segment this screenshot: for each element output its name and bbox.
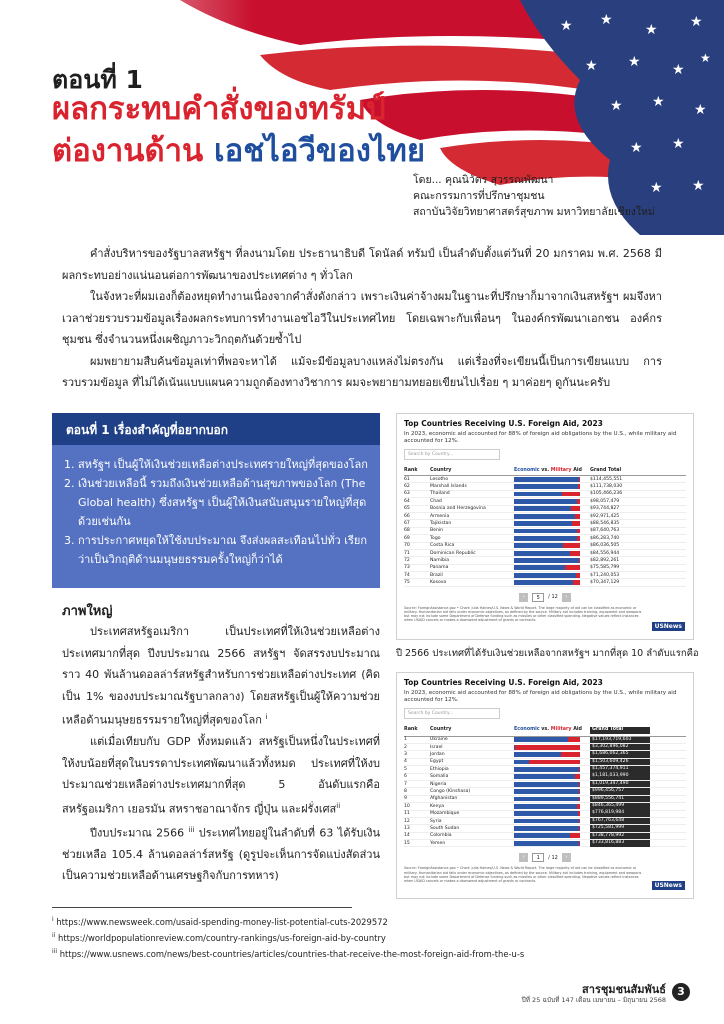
military-aid-segment (570, 551, 580, 556)
econ-vs-military-bar (514, 558, 580, 563)
cell-grand-total: $71,240,053 (590, 572, 620, 578)
table-row (404, 766, 686, 773)
econ-vs-military-bar (514, 811, 580, 816)
table-row (404, 803, 686, 810)
panel-title: Top Countries Receiving U.S. Foreign Aid, 2023 (404, 678, 603, 687)
econ-vs-military-bar (514, 573, 580, 578)
intro-paragraph-3: ผมพยายามสืบค้นข้อมูลเท่าที่พอจะหาได้ แม้จะมีข้อมูลบางแหล่งไม่ตรงกัน แต่เรื่องที่จะเขียนนี้เป็นการเขียนแบบ การรวบรวมข้อมูล ที่ไม่ได้เน้นแบบแผนความถูกต้องทางวิชาการ ผมจะพยายามทยอยเขียนไปเรื่อย ๆ มาค่อยๆ ดูกันนะครับ (62, 354, 662, 389)
table-header (404, 727, 686, 737)
table-row (404, 788, 686, 795)
table-body (404, 737, 686, 848)
cell-grand-total: $725,581,999 (590, 825, 650, 832)
panel-title: Top Countries Receiving U.S. Foreign Aid, 2023 (404, 419, 603, 428)
magazine-name: สารชุมชนสัมพันธ์ (582, 983, 666, 996)
panel-subtitle: In 2023, economic aid accounted for 88% of foreign aid obligations by the U.S., while military aid accounted for 12%. (404, 690, 677, 703)
table-row (404, 774, 686, 781)
military-aid-segment (577, 536, 580, 541)
cell-rank: 2 (404, 744, 407, 750)
table-row (404, 759, 686, 766)
cell-rank: 73 (404, 565, 410, 571)
cell-country: Egypt (430, 759, 444, 765)
cell-country: Ethiopia (430, 766, 449, 772)
economic-aid-segment (514, 774, 575, 779)
economic-aid-segment (514, 797, 579, 802)
econ-vs-military-bar (514, 826, 580, 831)
col-econ-vs-mil (514, 727, 590, 734)
cell-country: Jordan (430, 752, 445, 758)
prev-page-button[interactable]: ‹ (519, 853, 528, 862)
page-number-input[interactable]: 1 (532, 853, 544, 862)
military-aid-segment (579, 782, 580, 787)
cell-grand-total: $84,556,944 (590, 550, 620, 556)
footnote-ref: iii (188, 825, 195, 834)
cell-rank: 6 (404, 774, 407, 780)
key-points-heading: ตอนที่ 1 เรื่องสำคัญที่อยากบอก (52, 413, 380, 445)
footnote-divider (52, 907, 352, 908)
economic-aid-segment (514, 737, 568, 742)
page-total: / 12 (548, 594, 558, 601)
footnote-mark: iii (52, 947, 58, 955)
body-paragraph-3 (62, 820, 380, 887)
cell-rank: 68 (404, 528, 410, 534)
cell-country: Marshall Islands (430, 484, 467, 490)
cell-grand-total: $1,019,347,490 (590, 781, 650, 788)
footnote-mark: ii (52, 931, 56, 939)
cell-grand-total: $75,585,799 (590, 565, 620, 571)
aid-table-panel-page-5 (396, 413, 694, 640)
body-paragraph-1 (62, 621, 380, 731)
econ-vs-military-bar (514, 565, 580, 570)
table-row (404, 840, 686, 847)
title-line-2 (52, 130, 425, 172)
cell-country: Chad (430, 498, 442, 504)
table-row (404, 491, 686, 498)
economic-aid-segment (514, 536, 577, 541)
economic-aid-segment (514, 811, 578, 816)
military-aid-segment (579, 819, 580, 824)
cell-country: Brazil (430, 572, 443, 578)
cell-rank: 70 (404, 543, 410, 549)
country-search-input[interactable]: Search by Country... (404, 449, 500, 460)
cell-grand-total: $92,971,425 (590, 513, 620, 519)
key-points-list (52, 445, 380, 569)
col-mil: Military (550, 468, 572, 473)
economic-aid-segment (514, 760, 529, 765)
military-aid-segment (529, 760, 580, 765)
col-vs: vs. (541, 468, 550, 473)
cell-country: Lesotho (430, 476, 449, 482)
cell-grand-total: $3,302,896,082 (590, 744, 650, 751)
military-aid-segment (561, 752, 580, 757)
cell-rank: 15 (404, 840, 410, 846)
econ-vs-military-bar (514, 551, 580, 556)
cell-grand-total: $767,763,648 (590, 818, 650, 825)
col-total: Grand Total (590, 468, 622, 473)
cell-country: Namibia (430, 557, 450, 563)
author-block (413, 172, 655, 220)
econ-vs-military-bar (514, 536, 580, 541)
col-rank: Rank (404, 468, 418, 473)
page-total: / 12 (548, 854, 558, 861)
section-heading: ภาพใหญ่ (62, 604, 113, 619)
section-body (62, 621, 380, 887)
table-row (404, 557, 686, 564)
cell-rank: 3 (404, 752, 407, 758)
panel-subtitle: In 2023, economic aid accounted for 88% of foreign aid obligations by the U.S., while military aid accounted for 12%. (404, 431, 677, 444)
page-title (52, 88, 425, 172)
economic-aid-segment (514, 558, 579, 563)
economic-aid-segment (514, 841, 579, 846)
body-paragraph-2 (62, 731, 380, 820)
cell-rank: 9 (404, 796, 407, 802)
cell-country: Somalia (430, 774, 449, 780)
econ-vs-military-bar (514, 833, 580, 838)
col-econ: Economic (514, 727, 540, 732)
military-aid-segment (579, 841, 580, 846)
usnews-logo: USNews (652, 881, 685, 890)
title-line-2-part-a: ต่องานด้าน (52, 133, 204, 169)
footnotes (52, 913, 524, 960)
footnote-ref: i (265, 713, 268, 721)
cell-grand-total: $88,546,835 (590, 521, 620, 527)
econ-vs-military-bar (514, 797, 580, 802)
intro-paragraph-2: ในจังหวะที่ผมเองก็ต้องหยุดทำงานเนื่องจากคำสั่งดังกล่าว เพราะเงินค่าจ้างผมในฐานะที่ปรึกษาก็มาจากเงินสหรัฐฯ ผมจึงหาเวลาช่วยรวบรวมข้อมูลเรื่องผลกระทบการทำงานเอชไอวีในประเทศไทย โดยเฉพาะกับเพื่อนๆ ในองค์กรพัฒนาเอกชน องค์กรชุมชน ซึ่งจำนวนหนึ่งเผชิญภาวะวิกฤตกันด้วยซ้ำไป (62, 290, 662, 346)
military-aid-segment (579, 789, 580, 794)
econ-vs-military-bar (514, 752, 580, 757)
cell-country: Tajikistan (430, 521, 452, 527)
pagination (404, 853, 686, 862)
economic-aid-segment (514, 492, 562, 497)
cell-country: Nigeria (430, 781, 447, 787)
cell-country: Thailand (430, 491, 450, 497)
cell-grand-total: $82,892,261 (590, 557, 620, 563)
military-aid-segment (576, 573, 580, 578)
econ-vs-military-bar (514, 543, 580, 548)
intro-section (62, 243, 662, 394)
table-row (404, 744, 686, 751)
col-econ: Economic (514, 468, 540, 473)
cell-country: Afghanistan (430, 796, 458, 802)
economic-aid-segment (514, 826, 579, 831)
author-name: โดย... คุณนิวัตร สุวรรณพัฒนา (413, 174, 554, 186)
col-vs: vs. (541, 727, 550, 732)
key-points-box (52, 413, 380, 588)
economic-aid-segment (514, 521, 572, 526)
col-country: Country (430, 727, 452, 732)
economic-aid-segment (514, 565, 565, 570)
econ-vs-military-bar (514, 484, 580, 489)
cell-grand-total: $1,181,033,990 (590, 773, 650, 780)
econ-vs-military-bar (514, 514, 580, 519)
econ-vs-military-bar (514, 745, 580, 750)
cell-country: South Sudan (430, 825, 460, 831)
cell-grand-total: $93,744,827 (590, 506, 620, 512)
footnote-ref: ii (336, 801, 341, 810)
econ-vs-military-bar (514, 841, 580, 846)
table-row (404, 550, 686, 557)
military-aid-segment (579, 826, 580, 831)
table-row (404, 483, 686, 490)
econ-vs-military-bar (514, 492, 580, 497)
military-aid-segment (573, 580, 580, 585)
military-aid-segment (568, 737, 580, 742)
military-aid-segment (565, 565, 580, 570)
econ-vs-military-bar (514, 774, 580, 779)
body-paragraph-3-text-a: ปีงบประมาณ 2566 (90, 826, 185, 840)
cell-grand-total: $996,456,757 (590, 788, 650, 795)
table-row (404, 781, 686, 788)
cell-country: Syria (430, 818, 442, 824)
table-row (404, 751, 686, 758)
economic-aid-segment (514, 789, 579, 794)
table-row (404, 513, 686, 520)
cell-rank: 74 (404, 572, 410, 578)
issue-info: ปีที่ 25 ฉบับที่ 147 เดือน เมษายน – มิถุนายน 2568 (521, 996, 666, 1004)
cell-rank: 14 (404, 833, 410, 839)
cell-rank: 12 (404, 818, 410, 824)
economic-aid-segment (514, 529, 577, 534)
cell-rank: 67 (404, 521, 410, 527)
cell-grand-total: $105,466,236 (590, 491, 623, 497)
table-row (404, 579, 686, 586)
cell-rank: 61 (404, 476, 410, 482)
table-row (404, 796, 686, 803)
military-aid-segment (515, 745, 580, 750)
econ-vs-military-bar (514, 580, 580, 585)
panel-source: Source: ForeignAssistance.gov • Chart: Julia Haines/U.S. News & World Report. The large majority of aid can be classified as economic or military. Humanitarian aid falls under economic objectives, as defined by the source. Military aid includes training, equipment and weapons but may not include some Department of Defense funding such as missiles or other classified spending. Negative values reflect instances when USAID cancels or makes a downward adjustment of grants or contracts. (404, 866, 642, 884)
econ-vs-military-bar (514, 521, 580, 526)
econ-vs-military-bar (514, 760, 580, 765)
pagination (404, 593, 686, 602)
economic-aid-segment (514, 580, 573, 585)
table-row (404, 535, 686, 542)
econ-vs-military-bar (514, 477, 580, 482)
cell-country: Colombia (430, 833, 452, 839)
next-page-button[interactable]: › (562, 593, 571, 602)
table-row (404, 572, 686, 579)
cell-rank: 7 (404, 781, 407, 787)
cell-country: Israel (430, 744, 443, 750)
cell-grand-total: $70,347,129 (590, 580, 620, 586)
prev-page-button[interactable]: ‹ (519, 593, 528, 602)
cell-country: Dominican Republic (430, 550, 476, 556)
econ-vs-military-bar (514, 506, 580, 511)
cell-country: Kenya (430, 803, 445, 809)
cell-rank: 13 (404, 825, 410, 831)
footnote-item (52, 929, 524, 945)
economic-aid-segment (514, 819, 579, 824)
military-aid-segment (579, 558, 580, 563)
cell-grand-total: $889,556,741 (590, 796, 650, 803)
cell-grand-total: $87,640,763 (590, 528, 620, 534)
cell-country: Kosovo (430, 580, 447, 586)
cell-grand-total: $738,778,992 (590, 833, 650, 840)
author-role: คณะกรรมการที่ปรึกษาชุมชน (413, 190, 545, 202)
table-header (404, 468, 686, 476)
key-point-item: 2. เงินช่วยเหลือนี้ รวมถึงเงินช่วยเหลือด้านสุขภาพของโลก (The Global health) ซึ่งสหรัฐฯ เป็นผู้ให้เงินสนับสนุนรายใหญ่ที่สุดด้วยเช่นกัน (64, 477, 367, 528)
cell-rank: 71 (404, 550, 410, 556)
col-rank: Rank (404, 727, 418, 732)
intro-paragraph-1: คำสั่งบริหารของรัฐบาลสหรัฐฯ ที่ลงนามโดย ประธานาธิบดี โดนัลด์ ทรัมป์ เป็นลำดับตั้งแต่วันที่ 20 มกราคม พ.ศ. 2568 มีผลกระทบอย่างแน่นอนต่อการพัฒนาของประเทศต่าง ๆ ทั่วโลก (62, 247, 662, 282)
body-paragraph-3-text-b: ประเทศไทยอยู่ในลำดับที่ 63 ได้รับเงินช่วยเหลือ 105.4 ล้านดอลล่าร์สหรัฐ (ดูรูปจะเห็นการจัดแบ่งสัดส่วนเป็นความช่วยเหลือด้านเศรษฐกิจกับการทหาร) (62, 826, 381, 883)
cell-grand-total: $733,816,883 (590, 840, 650, 847)
econ-vs-military-bar (514, 782, 580, 787)
military-aid-segment (578, 484, 580, 489)
title-line-2-part-b: เอชไอวีของไทย (214, 133, 426, 169)
table-row (404, 818, 686, 825)
cell-rank: 62 (404, 484, 410, 490)
cell-grand-total: $846,365,499 (590, 803, 650, 810)
economic-aid-segment (514, 804, 577, 809)
military-aid-segment (579, 797, 580, 802)
cell-country: Panama (430, 565, 449, 571)
military-aid-segment (563, 543, 580, 548)
cell-rank: 69 (404, 535, 410, 541)
cell-rank: 75 (404, 580, 410, 586)
cell-grand-total: $114,455,551 (590, 476, 623, 482)
key-point-item: 3. การประกาศหยุดให้ใช้งบประมาณ จึงส่งผลสะเทือนไปทั่ว เรียกว่าเป็นวิกฤติด้านมนุษยธรรมครั้งใหญ่ก็ว่าได้ (64, 534, 367, 566)
table-row (404, 498, 686, 505)
table-row (404, 565, 686, 572)
economic-aid-segment (514, 782, 579, 787)
country-search-input[interactable]: Search by Country... (404, 708, 500, 719)
economic-aid-segment (514, 499, 577, 504)
econ-vs-military-bar (514, 804, 580, 809)
military-aid-segment (570, 833, 580, 838)
economic-aid-segment (514, 573, 576, 578)
econ-vs-military-bar (514, 737, 580, 742)
economic-aid-segment (514, 752, 561, 757)
col-aid: Aid (573, 727, 582, 732)
table-row (404, 476, 686, 483)
cell-rank: 8 (404, 789, 407, 795)
usnews-logo: USNews (652, 622, 685, 631)
table-row (404, 737, 686, 744)
economic-aid-segment (514, 484, 578, 489)
cell-country: Benin (430, 528, 444, 534)
body-paragraph-2-text: แต่เมื่อเทียบกับ GDP ทั้งหมดแล้ว สหรัฐเป็นหนึ่งในประเทศที่ให้งบน้อยที่สุดในบรรดาประเทศพัฒนาแล้วทั้งหมด ประเทศที่ให้งบประมาณช่วยเหลือต่างประเทศมากที่สุด 5 อันดับแรกคือ สหรัฐอเมริกา เยอรมัน สหราชอาณาจักร ญี่ปุ่น และฝรั่งเศส (62, 735, 380, 816)
footnote-item (52, 945, 524, 961)
cell-rank: 65 (404, 506, 410, 512)
footnote-link[interactable]: https://www.newsweek.com/usaid-spending-money-list-potential-cuts-2029572 (56, 916, 388, 927)
footnote-link[interactable]: https://worldpopulationreview.com/country-rankings/us-foreign-aid-by-country (58, 932, 386, 943)
footnote-mark: i (52, 916, 54, 923)
author-affiliation: สถาบันวิจัยวิทยาศาสตร์สุขภาพ มหาวิทยาลัยเชียงใหม่ (413, 206, 655, 218)
economic-aid-segment (514, 506, 571, 511)
cell-rank: 10 (404, 803, 410, 809)
econ-vs-military-bar (514, 789, 580, 794)
aid-table-panel-page-1 (396, 672, 694, 899)
part-label: ตอนที่ 1 (52, 65, 143, 94)
cell-country: Congo (Kinshasa) (430, 789, 471, 795)
military-aid-segment (577, 499, 580, 504)
cell-grand-total: $1,457,374,911 (590, 766, 650, 773)
cell-rank: 1 (404, 737, 407, 743)
table-row (404, 543, 686, 550)
cell-rank: 11 (404, 811, 410, 817)
table-row (404, 520, 686, 527)
econ-vs-military-bar (514, 529, 580, 534)
table-row (404, 506, 686, 513)
table-body (404, 476, 686, 587)
header-banner (0, 0, 724, 235)
key-point-item: 1. สหรัฐฯ เป็นผู้ให้เงินช่วยเหลือต่างประเทศรายใหญ่ที่สุดของโลก (64, 458, 368, 471)
cell-rank: 72 (404, 557, 410, 563)
cell-grand-total: $86,036,505 (590, 543, 620, 549)
body-paragraph-1-text: ประเทศสหรัฐอเมริกา เป็นประเทศที่ให้เงินช่วยเหลือต่างประเทศมากที่สุด ปีงบประมาณ 2566 สหรัฐฯ จัดสรรงบประมาณราว 40 พันล้านดอลล่าร์สหรัฐสำหรับการช่วยเหลือต่างประเทศ (คิดเป็น 1% ของงบประมาณรัฐบาลกลาง) โดยสหรัฐเป็นผู้ให้ความช่วยเหลือด้านมนุษยธรรมรายใหญ่ที่สุดของโลก (62, 625, 380, 727)
panel-1-caption: ปี 2566 ประเทศที่ได้รับเงินช่วยเหลือจากสหรัฐฯ มากที่สุด 10 ลำดับแรกคือ (396, 648, 699, 659)
footnote-link[interactable]: https://www.usnews.com/news/best-countries/articles/countries-that-receive-the-most-foreign-aid-from-the-u-s (59, 948, 525, 959)
economic-aid-segment (514, 477, 579, 482)
economic-aid-segment (514, 543, 563, 548)
econ-vs-military-bar (514, 499, 580, 504)
military-aid-segment (571, 506, 580, 511)
military-aid-segment (579, 477, 580, 482)
cell-rank: 64 (404, 498, 410, 504)
cell-country: Armenia (430, 513, 450, 519)
next-page-button[interactable]: › (562, 853, 571, 862)
cell-country: Togo (430, 535, 441, 541)
military-aid-segment (579, 767, 580, 772)
table-row (404, 825, 686, 832)
table-row (404, 528, 686, 535)
cell-grand-total: $1,686,062,365 (590, 751, 650, 758)
military-aid-segment (575, 514, 580, 519)
title-line-1: ผลกระทบคำสั่งของทรัมป์ (52, 91, 386, 127)
cell-rank: 4 (404, 759, 407, 765)
military-aid-segment (577, 529, 580, 534)
col-aid: Aid (573, 468, 582, 473)
page-number-input[interactable]: 5 (532, 593, 544, 602)
economic-aid-segment (514, 767, 579, 772)
economic-aid-segment (514, 833, 570, 838)
cell-country: Mozambique (430, 811, 460, 817)
cell-country: Ukraine (430, 737, 448, 743)
economic-aid-segment (514, 551, 570, 556)
military-aid-segment (562, 492, 580, 497)
col-mil: Military (550, 727, 572, 732)
military-aid-segment (572, 521, 580, 526)
econ-vs-military-bar (514, 767, 580, 772)
econ-vs-military-bar (514, 819, 580, 824)
footnote-item (52, 913, 524, 929)
cell-grand-total: $111,738,030 (590, 484, 623, 490)
table-row (404, 811, 686, 818)
cell-country: Yemen (430, 840, 446, 846)
cell-rank: 63 (404, 491, 410, 497)
col-total: Grand Total (590, 727, 650, 734)
col-country: Country (430, 468, 452, 473)
cell-rank: 5 (404, 766, 407, 772)
panel-source: Source: ForeignAssistance.gov • Chart: Julia Haines/U.S. News & World Report. The large majority of aid can be classified as economic or military. Humanitarian aid falls under economic objectives, as defined by the source. Military aid includes training, equipment and weapons but may not include some Department of Defense funding such as missiles or other classified spending. Negative values reflect instances when USAID cancels or makes a downward adjustment of grants or contracts. (404, 605, 642, 623)
cell-rank: 66 (404, 513, 410, 519)
cell-grand-total: $98,057,479 (590, 498, 620, 504)
cell-grand-total: $17,193,719,603 (590, 737, 650, 744)
cell-grand-total: $86,283,740 (590, 535, 620, 541)
col-econ-vs-mil (514, 468, 590, 473)
cell-grand-total: $776,819,984 (590, 810, 650, 817)
economic-aid-segment (514, 514, 575, 519)
cell-country: Bosnia and Herzegovina (430, 506, 486, 512)
military-aid-segment (578, 811, 580, 816)
table-row (404, 833, 686, 840)
cell-grand-total: $1,503,609,426 (590, 759, 650, 766)
page-number: 3 (672, 983, 690, 1001)
military-aid-segment (575, 774, 580, 779)
military-aid-segment (577, 804, 580, 809)
cell-country: Costa Rica (430, 543, 455, 549)
